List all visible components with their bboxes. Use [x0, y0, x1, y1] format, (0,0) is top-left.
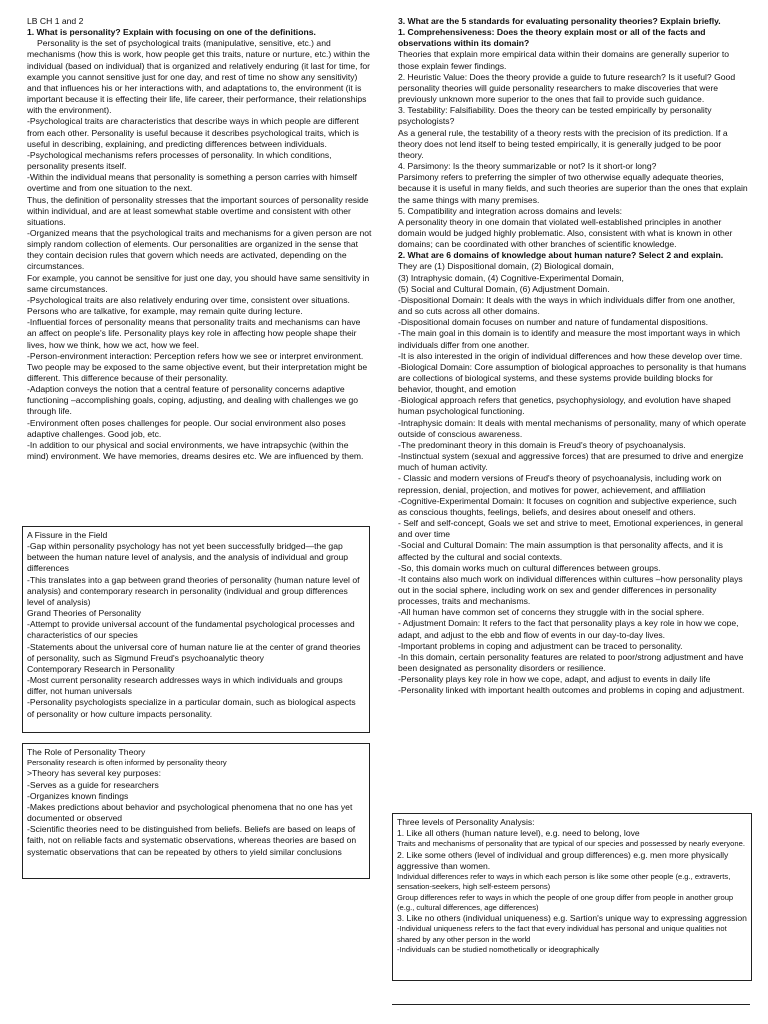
paragraph: -Psychological traits are characteristics that describe ways in which people are different from each other. Personality is useful because it describes psychological traits, which is useful in describing, explaining, and predicting differences between individuals. — [27, 116, 359, 149]
left-column — [27, 16, 372, 462]
paragraph: -Influential forces of personality means that personality traits and mechanisms can have an affect on people's life. Personality plays key role in affecting how people shape their lives, how we think, how we act, how we feel. — [27, 317, 361, 350]
paragraph: -Important problems in coping and adjustment can be traced to personality. — [398, 640, 683, 651]
right-column — [398, 16, 748, 697]
paragraph: Theories that explain more empirical data within their domains are generally superior to those explain fewer findings. — [398, 49, 730, 71]
paragraph: -Dispositional domain focuses on number and nature of fundamental dispositions. — [398, 317, 709, 328]
box-line: 1. Like all others (human nature level), e.g. need to belong, love — [397, 828, 640, 839]
question-3: 3. What are the 5 standards for evaluating personality theories? Explain briefly. — [398, 16, 721, 26]
box-line: 3. Like no others (individual uniqueness) e.g. Sartion's unique way to expressing aggression — [397, 913, 747, 924]
box-line: Individual differences refer to ways in which each person is like some other people (e.g., extraverts, sensation-seekers, high self-esteem persons) — [397, 871, 731, 892]
three-levels-box — [392, 813, 752, 981]
box-subheading: Contemporary Research in Personality — [27, 663, 175, 674]
paragraph: Personality is the set of psychological traits (manipulative, sensitive, etc.) and mechanisms (how this is work, how people get this traits, nature or nurture, etc.) within the individual (based on individual) that is organized and relatively enduring (it last for time, for example you cannot sensitive just for one day, and rest of time no show any sensitivity) and that influences his or her interactions with, and adaptations to, the environment (it is important because it is effecting their life, life career, their performance, their relationships with the environment). — [27, 38, 370, 116]
paragraph: Parsimony refers to preferring the simpler of two otherwise equally adequate theories, because it is useful in many fields, and such theories are superior than the ones that explain the same things with many premises. — [398, 172, 748, 205]
paragraph: -Intraphysic domain: It deals with mental mechanisms of personality, many of which operate outside of conscious awareness. — [398, 417, 747, 439]
paragraph: -All human have common set of concerns they struggle with in the social sphere. — [398, 607, 705, 618]
box-title: Three levels of Personality Analysis: — [397, 817, 535, 827]
paragraph: -In addition to our physical and social environments, we have intrapsychic (within the mind) environment. We have memories, dreams desires etc. We are influenced by them. — [27, 439, 364, 462]
divider — [392, 1004, 750, 1005]
fissure-box — [22, 526, 370, 733]
paragraph: (5) Social and Cultural Domain, (6) Adjustment Domain. — [398, 283, 610, 294]
box-line: >Theory has several key purposes: — [27, 768, 161, 779]
box-line: -Makes predictions about behavior and psychological phenomena that no one has yet documented or observed — [27, 801, 353, 824]
paragraph: (3) Intraphysic domain, (4) Cognitive-Experimental Domain, — [398, 272, 624, 283]
paragraph: -Social and Cultural Domain: The main assumption is that personality affects, and it is affected by the cultural and social contexts. — [398, 540, 723, 562]
box-line: -Individuals can be studied nomothetically or ideographically — [397, 944, 600, 954]
box-line: Group differences refer to ways in which the people of one group differ from people in another group (e.g., cultural differences, age differences) — [397, 892, 734, 912]
paragraph: -It is also interested in the origin of individual differences and how these develop over time. — [398, 350, 743, 361]
paragraph: 5. Compatibility and integration across domains and levels: — [398, 205, 623, 216]
paragraph: -Environment often poses challenges for people. Our social environment also poses adaptive challenges. Good job, etc. — [27, 417, 346, 439]
box-title: A Fissure in the Field — [27, 530, 108, 540]
document-title: LB CH 1 and 2 — [27, 16, 84, 26]
box-subtitle: Personality research is often informed by personality theory — [27, 758, 227, 768]
box-line: -Attempt to provide universal account of the fundamental psychological processes and characteristics of our species — [27, 619, 355, 641]
paragraph: -Instinctual system (sexual and aggressive forces) that are presumed to drive and energize much of human activity. — [398, 451, 744, 473]
box-line: -Individual uniqueness refers to the fact that every individual has personal and unique qualities not shared by any other person in the world — [397, 924, 727, 944]
box-subheading: Grand Theories of Personality — [27, 608, 142, 619]
box-line: -This translates into a gap between grand theories of personality (human nature level of analysis) and contemporary research in personality (individual and group differences level of analysis) — [27, 574, 360, 607]
box-line: -Gap within personality psychology has not yet been successfully bridged—the gap between the human nature level of analysis, and the analysis of individual and group differences — [27, 541, 349, 574]
paragraph: 2. Heuristic Value: Does the theory provide a guide to future research? Is it useful? Good personality theories will guide personality researchers to make discoveries that were previously unknown more superior to the ones that fail to provide such guidance. — [398, 71, 736, 105]
paragraph: A personality theory in one domain that violated well-established principles in another domain would be judged highly problematic. Also, consistent with what is known in other domains; can be coordinated with other branches of scientific knowledge. — [398, 216, 733, 250]
paragraph: -Biological Domain: Core assumption of biological approaches to personality is that humans are collections of biological systems, and these systems provide building blocks for behavior, thought, and emotion — [398, 361, 747, 395]
paragraph: -Cognitive-Experimental Domain: It focuses on cognition and subjective experience, such as conscious thoughts, feelings, beliefs, and desires about oneself and others. — [398, 495, 737, 517]
box-line: -Personality psychologists specialize in a particular domain, such as biological aspects of personality or how culture impacts personality. — [27, 697, 356, 719]
box-line: -Statements about the universal core of human nature lie at the center of grand theories of personality, such as Sigmund Freud's psychoanalytic theory — [27, 641, 361, 663]
question-1: 1. What is personality? Explain with focusing on one of the definitions. — [27, 27, 316, 38]
paragraph: -The predominant theory in this domain is Freud's theory of psychoanalysis. — [398, 439, 686, 450]
paragraph: -The main goal in this domain is to identify and measure the most important ways in which individuals differ from one another. — [398, 328, 741, 350]
box-line: -Most current personality research addresses ways in which individuals and groups differ, not human universals — [27, 675, 343, 697]
paragraph: They are (1) Dispositional domain, (2) Biological domain, — [398, 261, 614, 272]
paragraph: -Psychological mechanisms refers processes of personality. In which conditions, personality presents itself. — [27, 149, 332, 172]
paragraph: -Organized means that the psychological traits and mechanisms for a given person are not simply random collection of elements. Our personalities are organized in the sense that they contain decision rules that govern which needs are activated, depending on the circumstances. — [27, 227, 372, 272]
paragraph: 3. Testability: Falsifiability. Does the theory can be tested empirically by personality psychologists? — [398, 105, 712, 127]
question-2: 2. What are 6 domains of knowledge about human nature? Select 2 and explain. — [398, 250, 724, 261]
paragraph: Thus, the definition of personality stresses that the important sources of personality reside within individual, and are at least somewhat stable overtime and consistent with other situations. — [27, 194, 369, 227]
box-line: -Serves as a guide for researchers — [27, 779, 159, 790]
box-line: -Scientific theories need to be distinguished from beliefs. Beliefs are based on leaps of faith, not on reliable facts and systematic observations, whereas theories are based on systematic observations that can be repeated by others to yield similar conclusions — [27, 824, 357, 857]
paragraph: - Classic and modern versions of Freud's theory of psychoanalysis, including work on repression, denial, projection, and motives for power, achievement, and affiliation — [398, 473, 722, 495]
box-title: The Role of Personality Theory — [27, 747, 146, 757]
paragraph: -Adaption conveys the notion that a central feature of personality concerns adaptive functioning –accomplishing goals, coping, adjusting, and dealing with challenges we go through life. — [27, 384, 359, 417]
paragraph: -Psychological traits are also relatively enduring over time, consistent over situations. Persons who are talkative, for example, may remain quite during lecture. — [27, 294, 350, 317]
paragraph: - Adjustment Domain: It refers to the fact that personality plays a key role in how we cope, adapt, and adjust to the ebb and flow of events in our day-to-day lives. — [398, 618, 739, 640]
paragraph: -It contains also much work on individual differences within cultures –how personality plays out in the social sphere, including work on sex and gender differences in personality processes, traits and mechanisms. — [398, 573, 743, 607]
paragraph: 4. Parsimony: Is the theory summarizable or not? Is it short-or long? — [398, 161, 657, 172]
paragraph: -In this domain, certain personality features are related to poor/strong adjustment and have been designated as personality disorders or resilience. — [398, 651, 744, 674]
box-line: Traits and mechanisms of personality that are typical of our species and possessed by nearly everyone. — [397, 839, 745, 849]
paragraph: -Within the individual means that personality is something a person carries with himself overtime and from one situation to the next. — [27, 172, 358, 194]
theory-role-box — [22, 743, 370, 879]
box-line: 2. Like some others (level of individual and group differences) e.g. men more physically aggressive than women. — [397, 849, 729, 871]
box-line: -Organizes known findings — [27, 790, 129, 801]
paragraph: For example, you cannot be sensitive for just one day, you should have same sensitivity in same circumstances. — [27, 272, 370, 294]
paragraph: - Self and self-concept, Goals we set and strive to meet, Emotional experiences, in general and over time — [398, 518, 743, 540]
paragraph: As a general rule, the testability of a theory rests with the precision of its prediction. If a theory does not lend itself to being tested empirically, it is generally judged to be poor theory. — [398, 127, 728, 160]
paragraph: -Biological approach refers that genetics, psychophysiology, and evolution have shaped human psychological functioning. — [398, 395, 731, 417]
paragraph: -Personality plays key role in how we cope, adapt, and adjust to events in daily life — [398, 674, 711, 685]
paragraph: -Dispositional Domain: It deals with the ways in which individuals differ from one another, and so cuts across all other domains. — [398, 294, 736, 317]
paragraph: -Person-environment interaction: Perception refers how we see or interpret environment. Two people may be exposed to the same objective event, but their interpretation might be different. This difference because of their personality. — [27, 350, 368, 383]
paragraph: 1. Comprehensiveness: Does the theory explain most or all of the facts and observations within its domain? — [398, 27, 706, 49]
paragraph: -So, this domain works much on cultural differences between groups. — [398, 562, 661, 573]
paragraph: -Personality linked with important health outcomes and problems in coping and adjustment. — [398, 685, 745, 696]
